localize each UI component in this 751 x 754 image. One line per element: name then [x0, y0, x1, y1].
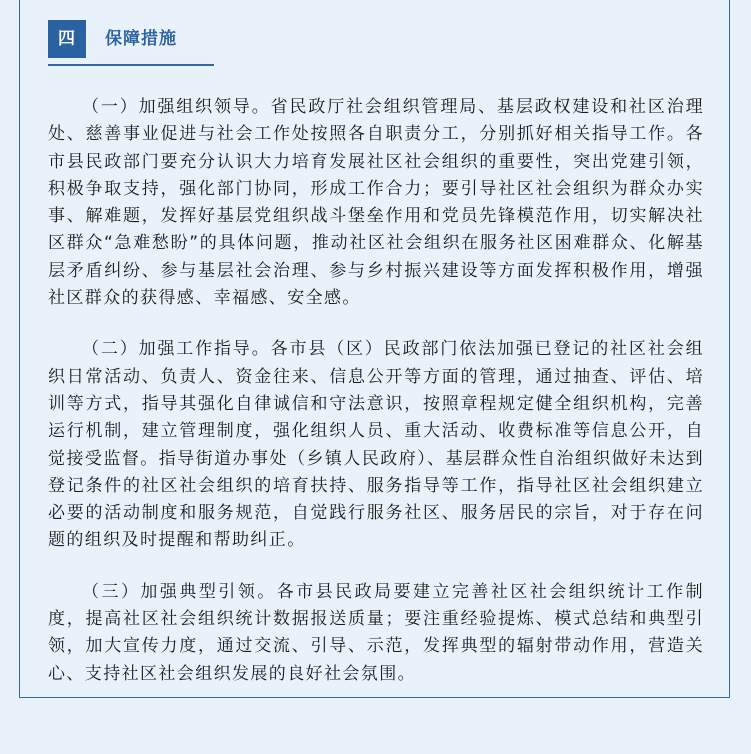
- section-header: [48, 20, 214, 66]
- section-number-badge: 四: [48, 20, 86, 58]
- content-panel: [19, 0, 730, 698]
- section-body: [48, 94, 704, 712]
- paragraph-work-guidance: （二）加强工作指导。各市县（区）民政部门依法加强已登记的社区社会组织日常活动、负责人、资金往来、信息公开等方面的管理，通过抽查、评估、培训等方式，指导其强化自律诚信和守法意识，按照章程规定健全组织机构，完善运行机制，建立管理制度，强化组织人员、重大活动、收费标准等信息公开，自觉接受监督。指导街道办事处（乡镇人民政府）、基层群众性自治组织做好未达到登记条件的社区社会组织的培育扶持、服务指导等工作，指导社区社会组织建立必要的活动制度和服务规范，自觉践行服务社区、服务居民的宗旨，对于存在问题的组织及时提醒和帮助纠正。: [48, 339, 704, 551]
- paragraph-organization-leadership: （一）加强组织领导。省民政厅社会组织管理局、基层政权建设和社区治理处、慈善事业促进与社会工作处按照各自职责分工，分别抓好相关指导工作。各市县民政部门要充分认识大力培育发展社区社会组织的重要性，突出党建引领，积极争取支持，强化部门协同，形成工作合力；要引导社区社会组织为群众办实事、解难题，发挥好基层党组织战斗堡垒作用和党员先锋模范作用，切实解决社区群众“急难愁盼”的具体问题，推动社区社会组织在服务社区困难群众、化解基层矛盾纠纷、参与基层社会治理、参与乡村振兴建设等方面发挥积极作用，增强社区群众的获得感、幸福感、安全感。: [48, 97, 704, 309]
- section-title: 保障措施: [105, 29, 177, 49]
- paragraph-model-leadership: （三）加强典型引领。各市县民政局要建立完善社区社会组织统计工作制度，提高社区社会组织统计数据报送质量；要注重经验提炼、模式总结和典型引领，加大宣传力度，通过交流、引导、示范，发挥典型的辐射带动作用，营造关心、支持社区社会组织发展的良好社会氛围。: [48, 581, 704, 684]
